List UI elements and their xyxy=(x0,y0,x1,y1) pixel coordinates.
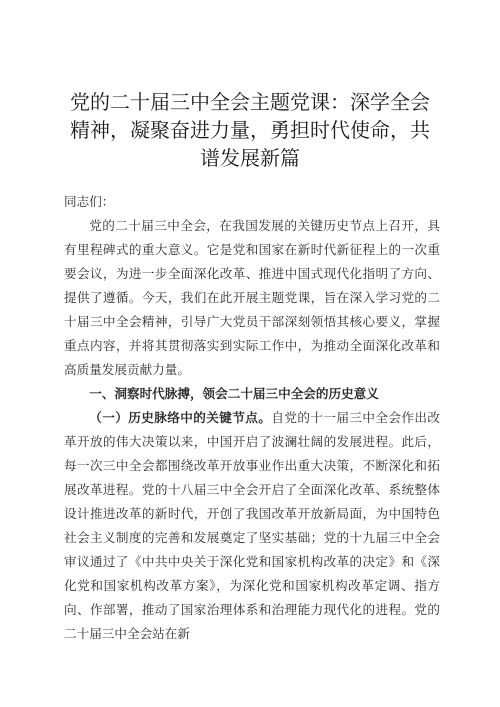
subsection-heading-1: （一）历史脉络中的关键节点。 xyxy=(89,410,272,425)
salutation: 同志们： xyxy=(64,194,115,209)
section-heading-1: 一、洞察时代脉搏，领会二十届三中全会的历史意义 xyxy=(89,386,379,401)
document-body xyxy=(64,190,440,646)
document-title: 党的二十届三中全会主题党课：深学全会精神，凝聚奋进力量，勇担时代使命，共谱发展新篇 xyxy=(70,90,430,170)
subsection-text-1: 自党的十一届三中全会作出改革开放的伟大决策以来，中国开启了波澜壮阔的发展进程。此后，每一次三中全会都围绕改革开放事业作出重大决策，不断深化和拓展改革进程。党的十八届三中全会开启了全面深化改革、系统整体设计推进改革的新时代，开创了我国改革开放新局面，为中国特色社会主义制度的完善和发展奠定了坚实基础；党的十九届三中全会审议通过了《中共中央关于深化党和国家机构改革的决定》和《深化党和国家机构改革方案》，为深化党和国家机构改革定调、指方向、作部署，推动了国家治理体系和治理能力现代化的进程。党的二十届三中全会站在新 xyxy=(64,410,441,641)
intro-paragraph: 党的二十届三中全会，在我国发展的关键历史节点上召开，具有里程碑式的重大意义。它是党和国家在新时代新征程上的一次重要会议，为进一步全面深化改革、推进中国式现代化指明了方向、提供了遵循。今天，我们在此开展主题党课，旨在深入学习党的二十届三中全会精神，引导广大党员干部深刻领悟其核心要义，掌握重点内容，并将其贯彻落实到实际工作中，为推动全面深化改革和高质量发展贡献力量。 xyxy=(64,218,440,377)
subsection-paragraph-1 xyxy=(64,406,440,646)
